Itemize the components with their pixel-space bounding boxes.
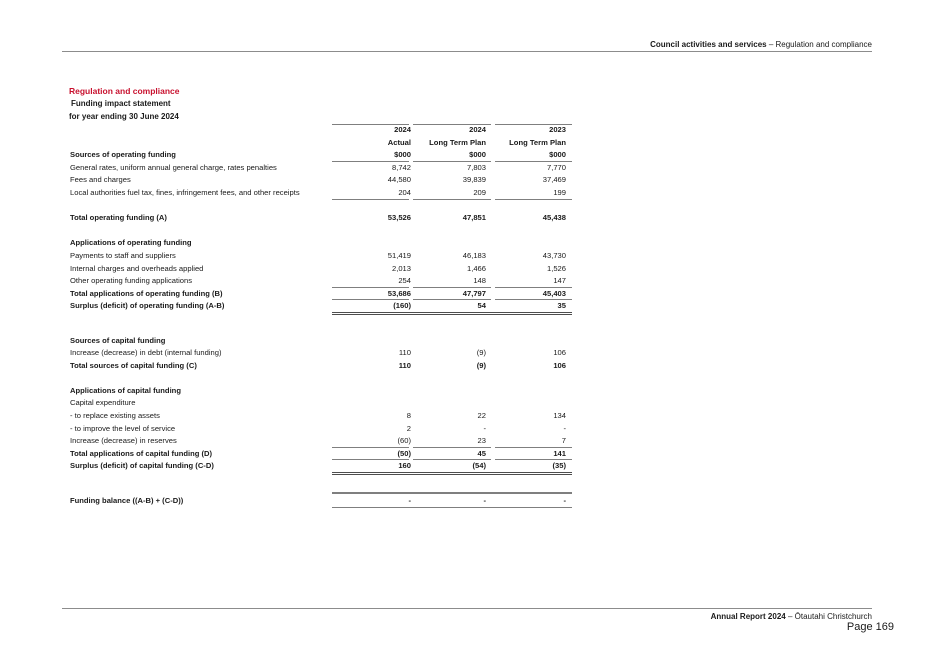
- cell-ltp-2024: 148: [473, 276, 486, 286]
- cell-ltp-2023: 7: [561, 436, 566, 446]
- cell-ltp-2023: 1,526: [546, 263, 566, 273]
- column-year-row: [70, 124, 572, 137]
- cell-ltp-2023: 45,403: [542, 288, 566, 298]
- cell-ltp-2024: 1,466: [466, 263, 486, 273]
- row-label: Capital expenditure: [70, 398, 136, 408]
- row-label: - to replace existing assets: [70, 411, 160, 421]
- cell-actual: 110: [398, 348, 411, 358]
- cell-ltp-2024: -: [483, 495, 486, 505]
- cell-ltp-2023: 106: [553, 348, 566, 358]
- cell-actual: 53,686: [387, 288, 411, 298]
- column-unit-row: [70, 149, 572, 162]
- sources-operating-heading: Sources of operating funding: [70, 150, 176, 160]
- col1-year: 2024: [394, 125, 411, 134]
- cell-ltp-2024: 47,851: [462, 213, 486, 223]
- row-label: Payments to staff and suppliers: [70, 250, 176, 260]
- table-row: [70, 410, 572, 423]
- footer-rule: [62, 608, 872, 609]
- sources-capital-heading: Sources of capital funding: [70, 335, 166, 345]
- table-row: [70, 162, 572, 175]
- table-row: [70, 174, 572, 187]
- table-row: [70, 250, 572, 263]
- row-label: Surplus (deficit) of capital funding (C-D): [70, 461, 214, 471]
- cell-ltp-2024: 7,803: [466, 162, 486, 172]
- cell-ltp-2024: 54: [477, 301, 486, 311]
- col3-unit: $000: [549, 150, 566, 160]
- cell-ltp-2024: (9): [476, 360, 486, 370]
- footer-report: Annual Report 2024: [710, 612, 786, 621]
- cell-ltp-2024: 22: [477, 411, 486, 421]
- col3-year: 2023: [549, 125, 566, 134]
- cell-ltp-2024: (9): [476, 348, 486, 358]
- statement-period: for year ending 30 June 2024: [69, 112, 179, 121]
- cell-actual: (50): [397, 448, 411, 458]
- applications-capital-heading: Applications of capital funding: [70, 385, 181, 395]
- row-label: Fees and charges: [70, 175, 131, 185]
- col2-year: 2024: [469, 125, 486, 134]
- col2-unit: $000: [469, 150, 486, 160]
- cell-ltp-2023: 134: [553, 411, 566, 421]
- cell-actual: 2,013: [391, 263, 411, 273]
- cell-actual: 160: [398, 461, 411, 471]
- page-number: Page 169: [846, 621, 894, 633]
- cell-ltp-2024: 47,797: [462, 288, 486, 298]
- cell-ltp-2024: -: [483, 423, 486, 433]
- header-subsection: – Regulation and compliance: [766, 40, 872, 49]
- cell-actual: 2: [406, 423, 411, 433]
- cell-ltp-2023: 147: [553, 276, 566, 286]
- table-row: [70, 435, 572, 448]
- row-label: Total operating funding (A): [70, 213, 167, 223]
- cell-ltp-2024: 23: [477, 436, 486, 446]
- cell-ltp-2023: 7,770: [546, 162, 566, 172]
- applications-operating-heading: Applications of operating funding: [70, 238, 192, 248]
- cell-ltp-2023: 37,469: [542, 175, 566, 185]
- col2-kind: Long Term Plan: [429, 137, 486, 147]
- funding-balance-row: [70, 495, 572, 508]
- total-row: [70, 360, 572, 373]
- table-row: [70, 397, 572, 410]
- total-row: [70, 212, 572, 225]
- running-header: [650, 40, 872, 49]
- cell-ltp-2024: 39,839: [462, 175, 486, 185]
- cell-actual: 51,419: [387, 250, 411, 260]
- row-label: General rates, uniform annual general charge, rates penalties: [70, 162, 277, 172]
- row-label: Total sources of capital funding (C): [70, 360, 197, 370]
- row-label: Total applications of capital funding (D): [70, 448, 213, 458]
- section-title: Regulation and compliance: [69, 86, 180, 96]
- col3-kind: Long Term Plan: [509, 137, 566, 147]
- cell-actual: 8,742: [391, 162, 411, 172]
- cell-actual: 53,526: [387, 213, 411, 223]
- row-label: Internal charges and overheads applied: [70, 263, 204, 273]
- running-footer: [711, 612, 872, 621]
- cell-actual: (60): [397, 436, 411, 446]
- column-kind-row: [70, 137, 572, 150]
- surplus-row: [70, 460, 572, 473]
- row-label: Increase (decrease) in reserves: [70, 436, 177, 446]
- section-heading-row: [70, 237, 572, 250]
- cell-actual: 44,580: [387, 175, 411, 185]
- cell-ltp-2023: 141: [553, 448, 566, 458]
- section-heading-row: [70, 385, 572, 398]
- cell-actual: (160): [393, 301, 411, 311]
- total-row: [70, 448, 572, 461]
- cell-ltp-2023: -: [563, 495, 566, 505]
- funding-impact-table: [70, 124, 572, 507]
- cell-actual: 204: [398, 187, 411, 197]
- cell-ltp-2023: 199: [553, 187, 566, 197]
- row-label: Local authorities fuel tax, fines, infringement fees, and other receipts: [70, 187, 300, 197]
- cell-actual: -: [408, 495, 411, 505]
- table-row: [70, 187, 572, 200]
- cell-actual: 8: [406, 411, 411, 421]
- cell-ltp-2023: 43,730: [542, 250, 566, 260]
- table-row: [70, 263, 572, 276]
- cell-ltp-2024: (54): [472, 461, 486, 471]
- row-label: Increase (decrease) in debt (internal funding): [70, 348, 222, 358]
- cell-ltp-2023: 106: [553, 360, 566, 370]
- cell-ltp-2024: 46,183: [462, 250, 486, 260]
- cell-actual: 110: [398, 360, 411, 370]
- row-label: Total applications of operating funding (B): [70, 288, 223, 298]
- section-heading-row: [70, 335, 572, 348]
- statement-title: Funding impact statement: [71, 99, 171, 108]
- row-label: Other operating funding applications: [70, 276, 193, 286]
- table-row: [70, 423, 572, 436]
- row-label: Surplus (deficit) of operating funding (A-B): [70, 301, 225, 311]
- cell-actual: 254: [398, 276, 411, 286]
- cell-ltp-2023: -: [563, 423, 566, 433]
- cell-ltp-2023: (35): [552, 461, 566, 471]
- cell-ltp-2023: 35: [557, 301, 566, 311]
- col1-kind: Actual: [387, 137, 411, 147]
- row-label: Funding balance ((A-B) + (C-D)): [70, 495, 184, 505]
- header-rule: [62, 51, 872, 52]
- surplus-row: [70, 300, 572, 313]
- table-row: [70, 347, 572, 360]
- cell-ltp-2024: 209: [473, 187, 486, 197]
- col1-unit: $000: [394, 150, 411, 160]
- footer-org: – Ōtautahi Christchurch: [785, 612, 872, 621]
- row-label: - to improve the level of service: [70, 423, 176, 433]
- table-row: [70, 275, 572, 288]
- header-section: Council activities and services: [650, 40, 767, 49]
- total-row: [70, 288, 572, 301]
- cell-ltp-2023: 45,438: [542, 213, 566, 223]
- cell-ltp-2024: 45: [477, 448, 486, 458]
